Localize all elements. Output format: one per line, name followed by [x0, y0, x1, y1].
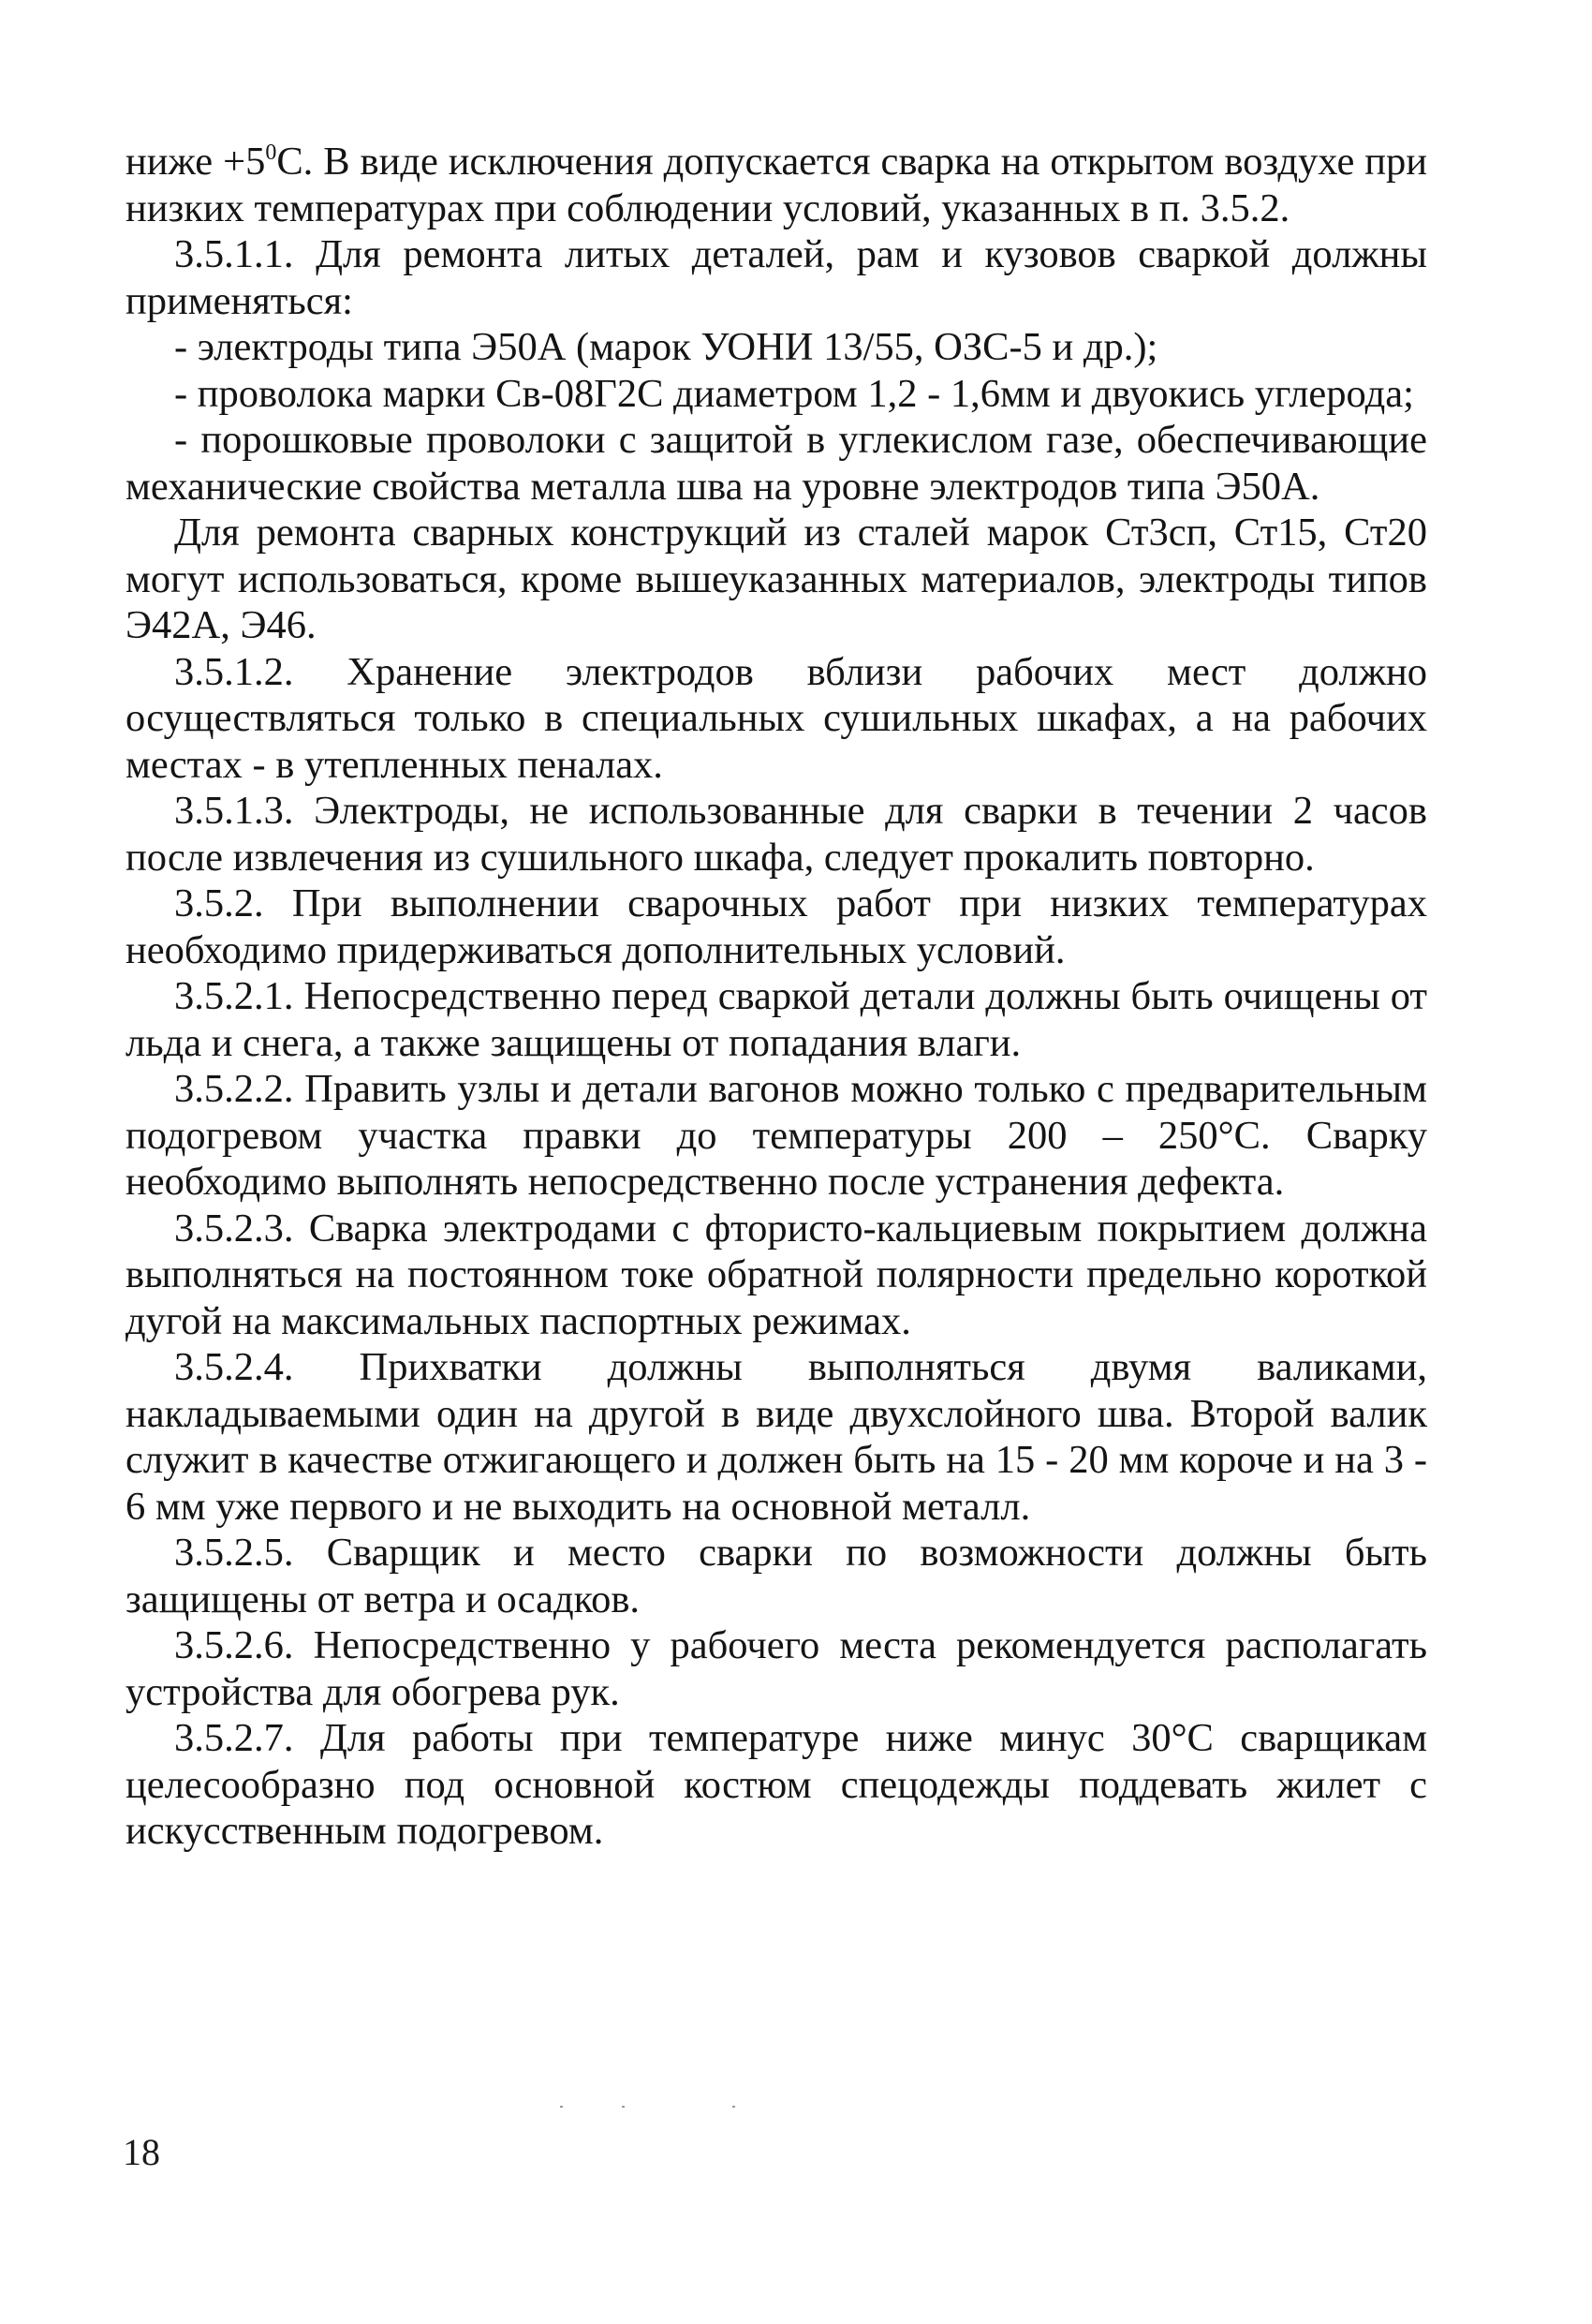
paragraph-3-5-2-4: 3.5.2.4. Прихватки должны выполняться двумя валиками, накладываемыми один на другой в виде двухслойного шва. Второй валик служит в качестве отжигающего и должен быть на 15 - 20 мм короче и на 3 - 6 мм уже первого и не выходить на основной металл. [125, 1345, 1427, 1529]
paragraph-text-start: ниже +5 [125, 140, 266, 184]
paragraph-3-5-2: 3.5.2. При выполнении сварочных работ при низких температурах необходимо придерживаться дополнительных условий. [125, 881, 1427, 972]
paragraph-3-5-1-3: 3.5.1.3. Электроды, не использованные для сварки в течении 2 часов после извлечения из сушильного шкафа, следует прокалить повторно. [125, 789, 1427, 880]
scan-artifact-dot [732, 2106, 735, 2108]
body-text [125, 139, 1427, 1855]
paragraph-3-5-2-2: 3.5.2.2. Править узлы и детали вагонов можно только с предварительным подогревом участка правки до температуры 200 – 250°С. Сварку необходимо выполнять непосредственно после устранения дефекта. [125, 1067, 1427, 1204]
paragraph-3-5-2-3: 3.5.2.3. Сварка электродами с фтористо-кальциевым покрытием должна выполняться на постоянном токе обратной полярности предельно короткой дугой на максимальных паспортных режимах. [125, 1206, 1427, 1343]
paragraph-3-5-2-5: 3.5.2.5. Сварщик и место сварки по возможности должны быть защищены от ветра и осадков. [125, 1531, 1427, 1621]
paragraph-3-5-2-6: 3.5.2.6. Непосредственно у рабочего места рекомендуется располагать устройства для обогрева рук. [125, 1623, 1427, 1714]
paragraph-continuation [125, 139, 1427, 231]
scan-artifact-dot [622, 2106, 625, 2108]
list-item-flux-cored-wire: - порошковые проволоки с защитой в углекислом газе, обеспечивающие механические свойства металла шва на уровне электродов типа Э50А. [125, 418, 1427, 509]
paragraph-3-5-1-1: 3.5.1.1. Для ремонта литых деталей, рам и кузовов сваркой должны применяться: [125, 232, 1427, 323]
scan-artifact-dot [560, 2106, 563, 2108]
paragraph-3-5-1-2: 3.5.1.2. Хранение электродов вблизи рабочих мест должно осуществляться только в специальных сушильных шкафах, а на рабочих местах - в утепленных пеналах. [125, 649, 1427, 787]
paragraph-steel-grades: Для ремонта сварных конструкций из сталей марок Ст3сп, Ст15, Ст20 могут использоваться, кроме вышеуказанных материалов, электроды типов Э42А, Э46. [125, 511, 1427, 647]
list-item-wire: - проволока марки Св-08Г2С диаметром 1,2 - 1,6мм и двуокись углерода; [174, 371, 1414, 416]
degree-superscript: 0 [265, 141, 277, 165]
list-item-electrodes: - электроды типа Э50А (марок УОНИ 13/55, ОЗС-5 и др.); [174, 325, 1158, 369]
paragraph-3-5-2-7: 3.5.2.7. Для работы при температуре ниже минус 30°С сварщикам целесообразно под основной костюм спецодежды поддевать жилет с искусственным подогревом. [125, 1716, 1427, 1853]
page-number: 18 [123, 2131, 160, 2173]
paragraph-3-5-2-1: 3.5.2.1. Непосредственно перед сваркой детали должны быть очищены от льда и снега, а также защищены от попадания влаги. [125, 974, 1427, 1065]
paragraph-text-end: С. В виде исключения допускается сварка на открытом воздухе при низких температурах при соблюдении условий, указанных в п. 3.5.2. [125, 140, 1428, 230]
